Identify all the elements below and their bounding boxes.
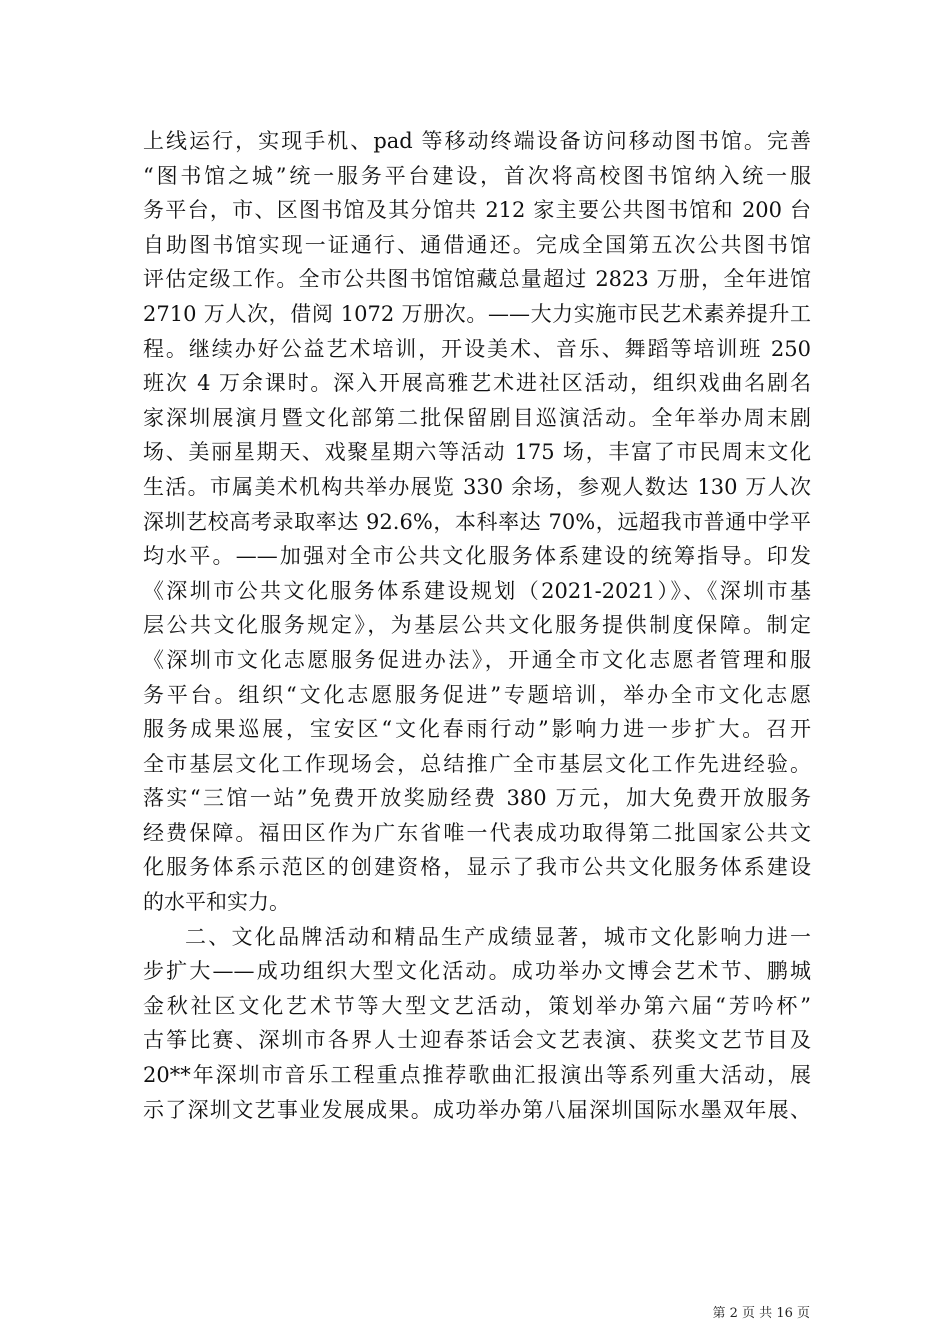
text-line: 化服务体系示范区的创建资格，显示了我市公共文化服务体系建设 [143, 855, 811, 880]
text-line: 落实“三馆一站”免费开放奖励经费 380 万元，加大免费开放服务 [143, 786, 811, 811]
text-line: 上线运行，实现手机、pad 等移动终端设备访问移动图书馆。完善 [143, 129, 811, 153]
text-line: 《深圳市文化志愿服务促进办法》，开通全市文化志愿者管理和服 [143, 647, 811, 672]
text-line: “图书馆之城”统一服务平台建设，首次将高校图书馆纳入统一服 [143, 163, 811, 188]
page-number-footer: 第 2 页 共 16 页 [712, 1306, 810, 1321]
text-line: 务平台。组织“文化志愿服务促进”专题培训，举办全市文化志愿 [143, 682, 811, 707]
body-text [143, 124, 811, 1127]
text-line: 全市基层文化工作现场会，总结推广全市基层文化工作先进经验。 [143, 751, 811, 776]
text-line: 务平台，市、区图书馆及其分馆共 212 家主要公共图书馆和 200 台 [143, 198, 811, 223]
text-line: 程。继续办好公益艺术培训，开设美术、音乐、舞蹈等培训班 250 [143, 336, 811, 361]
text-line: 20**年深圳市音乐工程重点推荐歌曲汇报演出等系列重大活动，展 [143, 1063, 811, 1088]
section-heading-line: 二、文化品牌活动和精品生产成绩显著，城市文化影响力进一 [185, 924, 811, 949]
text-line: 示了深圳文艺事业发展成果。成功举办第八届深圳国际水墨双年展、 [143, 1097, 811, 1122]
text-line: 古筝比赛、深圳市各界人士迎春茶话会文艺表演、获奖文艺节目及 [143, 1028, 811, 1053]
text-line: 班次 4 万余课时。深入开展高雅艺术进社区活动，组织戏曲名剧名 [143, 371, 811, 396]
text-line: 《深圳市公共文化服务体系建设规划（2021-2021）》、《深圳市基 [143, 578, 811, 603]
text-line: 经费保障。福田区作为广东省唯一代表成功取得第二批国家公共文 [143, 820, 811, 845]
text-line: 服务成果巡展，宝安区“文化春雨行动”影响力进一步扩大。召开 [143, 717, 811, 742]
text-line: 均水平。——加强对全市公共文化服务体系建设的统筹指导。印发 [143, 544, 811, 569]
text-line: 步扩大——成功组织大型文化活动。成功举办文博会艺术节、鹏城 [143, 959, 811, 984]
text-line: 自助图书馆实现一证通行、通借通还。完成全国第五次公共图书馆 [143, 232, 811, 257]
text-line: 深圳艺校高考录取率达 92.6%，本科率达 70%，远超我市普通中学平 [143, 509, 811, 534]
text-line: 家深圳展演月暨文化部第二批保留剧目巡演活动。全年举办周末剧 [143, 405, 811, 430]
text-line: 金秋社区文化艺术节等大型文艺活动，策划举办第六届“芳吟杯” [143, 993, 811, 1018]
text-line: 评估定级工作。全市公共图书馆馆藏总量超过 2823 万册，全年进馆 [143, 267, 811, 292]
text-line: 场、美丽星期天、戏聚星期六等活动 175 场，丰富了市民周末文化 [143, 440, 811, 465]
paragraph-end-line: 的水平和实力。 [143, 890, 290, 915]
text-line: 层公共文化服务规定》，为基层公共文化服务提供制度保障。制定 [143, 613, 811, 638]
text-line: 生活。市属美术机构共举办展览 330 余场，参观人数达 130 万人次 [143, 474, 811, 499]
text-line: 2710 万人次，借阅 1072 万册次。——大力实施市民艺术素养提升工 [143, 301, 811, 326]
